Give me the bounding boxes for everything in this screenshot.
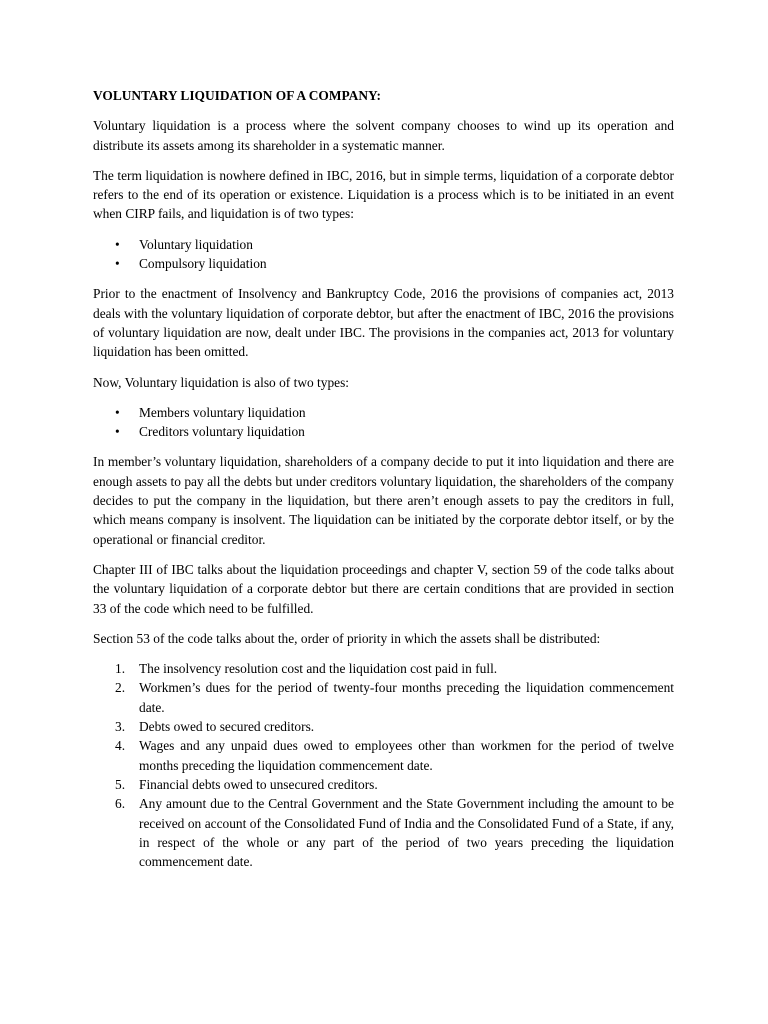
list-item <box>93 235 674 254</box>
paragraph-two-types: Now, Voluntary liquidation is also of two types: <box>93 374 350 390</box>
paragraph-term-liquidation: The term liquidation is nowhere defined in IBC, 2016, but in simple terms, liquidation of a corporate debtor refers to the end of its operation or existence. Liquidation is a process which is to be initiated in an event when CIRP fails, and liquidation is of two types: <box>93 167 674 222</box>
list-item <box>93 717 674 736</box>
list-number: 4. <box>115 738 126 754</box>
list-item <box>93 794 674 871</box>
voluntary-types-list <box>93 403 674 442</box>
list-item-text: Voluntary liquidation <box>139 236 253 252</box>
bullet-icon: • <box>115 404 120 420</box>
list-number: 5. <box>115 776 126 792</box>
list-number: 3. <box>115 719 126 735</box>
list-number: 1. <box>115 661 126 677</box>
list-item-text: Financial debts owed to unsecured creditors. <box>139 776 378 792</box>
document-page <box>93 86 674 871</box>
list-item-text: Wages and any unpaid dues owed to employees other than workmen for the period of twelve months preceding the liquidation commencement date. <box>139 738 674 773</box>
bullet-icon: • <box>115 256 120 272</box>
list-item <box>93 659 674 678</box>
list-item <box>93 403 674 422</box>
document-title: VOLUNTARY LIQUIDATION OF A COMPANY: <box>93 88 381 103</box>
list-item <box>93 775 674 794</box>
list-item <box>93 254 674 273</box>
list-item-text: Workmen’s dues for the period of twenty-four months preceding the liquidation commencement date. <box>139 680 674 715</box>
paragraph-members-creditors: In member’s voluntary liquidation, shareholders of a company decide to put it into liquidation and there are enough assets to pay all the debts but under creditors voluntary liquidation, the shareholders of the company decides to put the company in the liquidation, but there aren’t enough assets to pay the creditors in full, which means company is insolvent. The liquidation can be initiated by the corporate debtor itself, or by the operational or financial creditor. <box>93 454 674 547</box>
list-number: 2. <box>115 680 126 696</box>
list-item-text: The insolvency resolution cost and the liquidation cost paid in full. <box>139 661 498 677</box>
list-item-text: Any amount due to the Central Government and the State Government including the amount to be received on account of the Consolidated Fund of India and the Consolidated Fund of a State, if any, in respect of the whole or any part of the period of two years preceding the liquidation commencement date. <box>139 796 674 870</box>
list-item <box>93 422 674 441</box>
paragraph-prior-enactment: Prior to the enactment of Insolvency and Bankruptcy Code, 2016 the provisions of companies act, 2013 deals with the voluntary liquidation of corporate debtor, but after the enactment of IBC, 2016 the provisions of voluntary liquidation are now, dealt under IBC. The provisions in the companies act, 2013 for voluntary liquidation has been omitted. <box>93 286 674 360</box>
list-item <box>93 678 674 717</box>
list-item-text: Members voluntary liquidation <box>139 404 306 420</box>
liquidation-types-list <box>93 235 674 274</box>
paragraph-section-53: Section 53 of the code talks about the, order of priority in which the assets shall be distributed: <box>93 630 601 646</box>
list-item-text: Debts owed to secured creditors. <box>139 719 315 735</box>
list-item-text: Creditors voluntary liquidation <box>139 424 305 440</box>
priority-list <box>93 659 674 871</box>
bullet-icon: • <box>115 424 120 440</box>
paragraph-chapter-iii: Chapter III of IBC talks about the liquidation proceedings and chapter V, section 59 of the code talks about the voluntary liquidation of a corporate debtor but there are certain conditions that are provided in section 33 of the code which need to be fulfilled. <box>93 561 674 616</box>
list-number: 6. <box>115 796 126 812</box>
list-item-text: Compulsory liquidation <box>139 256 267 272</box>
list-item <box>93 736 674 775</box>
paragraph-definition: Voluntary liquidation is a process where the solvent company chooses to wind up its operation and distribute its assets among its shareholder in a systematic manner. <box>93 118 674 153</box>
bullet-icon: • <box>115 236 120 252</box>
